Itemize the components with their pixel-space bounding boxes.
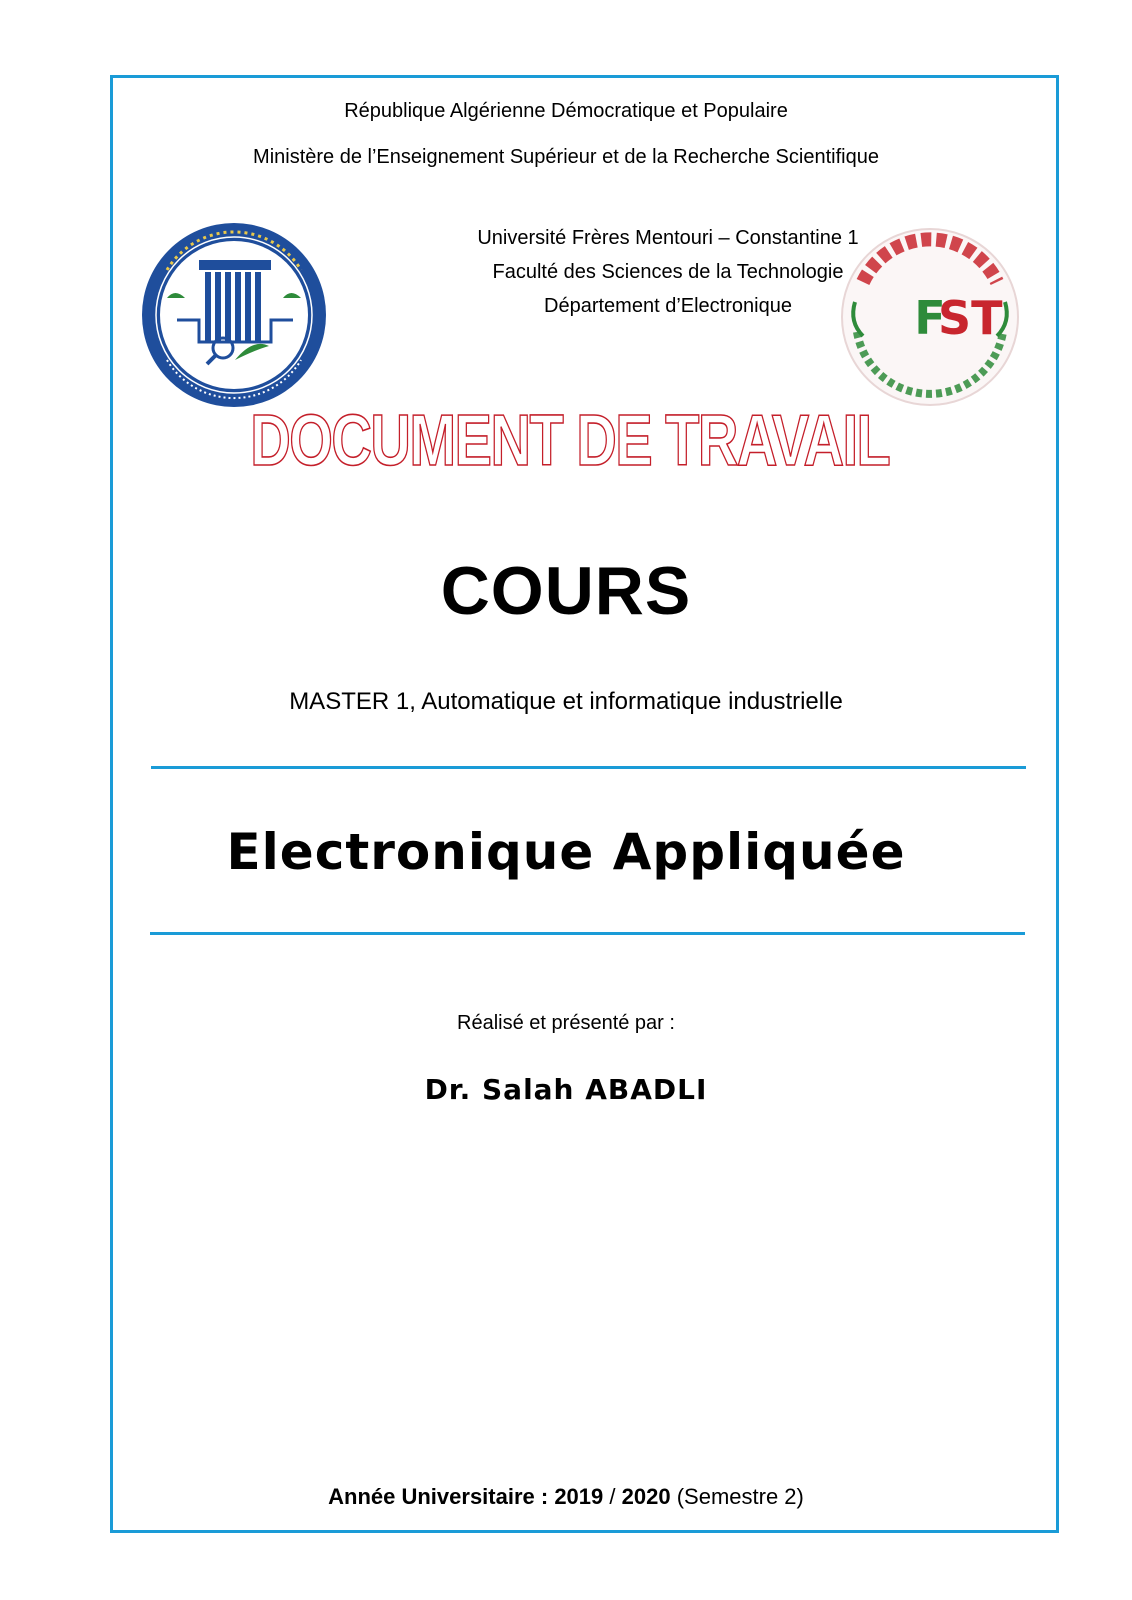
svg-text:ST: ST: [938, 291, 1003, 345]
university-seal-logo: [137, 220, 332, 410]
document-type: COURS: [440, 553, 692, 629]
year-label: Année Universitaire : 2019: [328, 1484, 604, 1509]
draft-stamp: DOCUMENT DE TRAVAIL: [250, 401, 890, 481]
department-text: Département d’Electronique: [544, 295, 792, 317]
year-end: 2020: [621, 1484, 671, 1509]
course-title: Electronique Appliquée: [226, 823, 906, 881]
semester-text: (Semestre 2): [676, 1484, 804, 1509]
divider-bottom: [150, 932, 1025, 935]
ministry-text: Ministère de l’Enseignement Supérieur et de la Recherche Scientifique: [253, 146, 879, 168]
faculty-seal-logo: [835, 222, 1025, 412]
author-name: Dr. Salah ABADLI: [424, 1073, 708, 1106]
divider-top: [151, 766, 1026, 769]
university-text: Université Frères Mentouri – Constantine 1: [477, 227, 859, 249]
academic-year: [0, 1484, 1132, 1510]
year-slash: /: [609, 1484, 616, 1509]
program-text: MASTER 1, Automatique et informatique industrielle: [289, 688, 843, 715]
svg-text:F: F: [914, 291, 946, 345]
faculty-text: Faculté des Sciences de la Technologie: [492, 261, 844, 283]
republic-text: République Algérienne Démocratique et Populaire: [344, 100, 788, 122]
presented-by-label: Réalisé et présenté par :: [457, 1012, 675, 1034]
